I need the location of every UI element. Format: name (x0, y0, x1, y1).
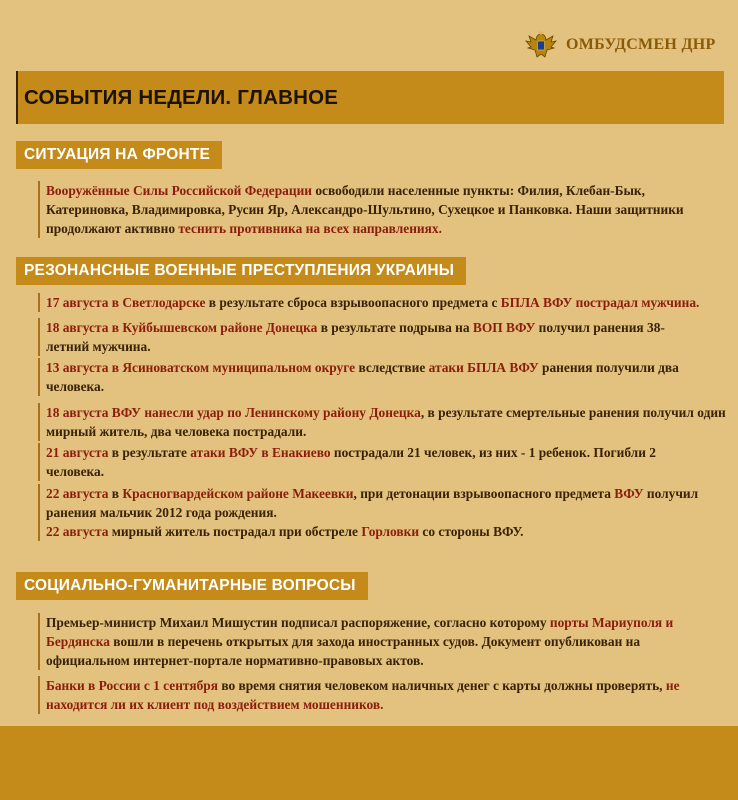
body-text: , при детонации взрывоопасного предмета (353, 486, 615, 501)
body-text: со стороны ВФУ. (419, 524, 524, 539)
body-text: мирный житель пострадал при обстреле (108, 524, 362, 539)
crime-item (38, 358, 726, 396)
section-heading-social: СОЦИАЛЬНО-ГУМАНИТАРНЫЕ ВОПРОСЫ (16, 572, 368, 600)
crime-item (38, 318, 696, 356)
ombudsman-logo (524, 30, 716, 60)
highlighted-text: Вооружённые Силы Российской Федерации (46, 183, 313, 198)
highlighted-text: теснить противника на всех направлениях. (178, 221, 442, 236)
highlighted-text: Банки в России с 1 сентября (46, 678, 218, 693)
body-text: в (108, 486, 123, 501)
body-text: , в результате смертельные ранения получил один мирный житель, два человека пострадали. (46, 405, 726, 439)
body-text: Премьер-министр Михаил Мишустин подписал распоряжение, согласно которому (46, 615, 550, 630)
body-text: в результате сброса взрывоопасного предмета с (205, 295, 501, 310)
eagle-emblem-icon (524, 30, 558, 60)
highlighted-text: БПЛА ВФУ пострадал мужчина. (500, 295, 700, 310)
highlighted-text: атаки ВФУ в Енакиево (190, 445, 331, 460)
highlighted-text: Горловки (361, 524, 420, 539)
highlighted-text: порты Мариуполя и Бердянска (46, 615, 674, 649)
footer-bar (0, 726, 738, 800)
body-text: вошли в перечень открытых для захода иностранных судов. Документ опубликован на официальном интернет-портале нормативно-правовых актов. (46, 634, 641, 668)
section-heading-front: СИТУАЦИЯ НА ФРОНТЕ (16, 141, 222, 169)
highlighted-text: 22 августа (46, 486, 109, 501)
crime-item (38, 484, 736, 522)
highlighted-text: не находится ли их клиент под воздействием мошенников. (46, 678, 680, 712)
page-title: СОБЫТИЯ НЕДЕЛИ. ГЛАВНОЕ (24, 85, 339, 109)
social-item (38, 676, 716, 714)
crime-item (38, 293, 736, 312)
title-banner (16, 71, 724, 124)
social-item (38, 613, 706, 670)
highlighted-text: 18 августа ВФУ нанесли удар по Ленинскому району Донецка (46, 405, 421, 420)
highlighted-text: 21 августа (46, 445, 109, 460)
body-text: в результате (108, 445, 191, 460)
highlighted-text: ВФУ (614, 486, 644, 501)
front-paragraph (38, 181, 696, 238)
highlighted-text: 18 августа в Куйбышевском районе Донецка (46, 320, 318, 335)
body-text: во время снятия человеком наличных денег с карты должны проверять, (217, 678, 666, 693)
highlighted-text: ВОП ВФУ (472, 320, 536, 335)
crime-item (38, 522, 726, 541)
logo-text: ОМБУДСМЕН ДНР (566, 36, 716, 53)
body-text: пострадали 21 человек, из них - 1 ребенок. Погибли 2 человека. (46, 445, 656, 479)
highlighted-text: 17 августа в Светлодарске (46, 295, 206, 310)
body-text: получил ранения 38-летний мужчина. (46, 320, 665, 354)
highlighted-text: 22 августа (46, 524, 109, 539)
body-text: получил ранения мальчик 2012 года рождения. (46, 486, 699, 520)
highlighted-text: атаки БПЛА ВФУ (428, 360, 539, 375)
body-text: вследствие (355, 360, 429, 375)
body-text: ранения получили два человека. (46, 360, 679, 394)
section-heading-crimes: РЕЗОНАНСНЫЕ ВОЕННЫЕ ПРЕСТУПЛЕНИЯ УКРАИНЫ (16, 257, 466, 285)
crime-item (38, 403, 736, 441)
highlighted-text: Красногвардейском районе Макеевки (122, 486, 354, 501)
body-text: в результате подрыва на (317, 320, 473, 335)
body-text: освободили населенные пункты: Филия, Клебан-Бык, Катериновка, Владимировка, Русин Яр, Александро-Шультино, Сухецкое и Панковка. Наши защитники продолжают активно (46, 183, 684, 236)
crime-item (38, 443, 686, 481)
highlighted-text: 13 августа в Ясиноватском муниципальном округе (46, 360, 356, 375)
